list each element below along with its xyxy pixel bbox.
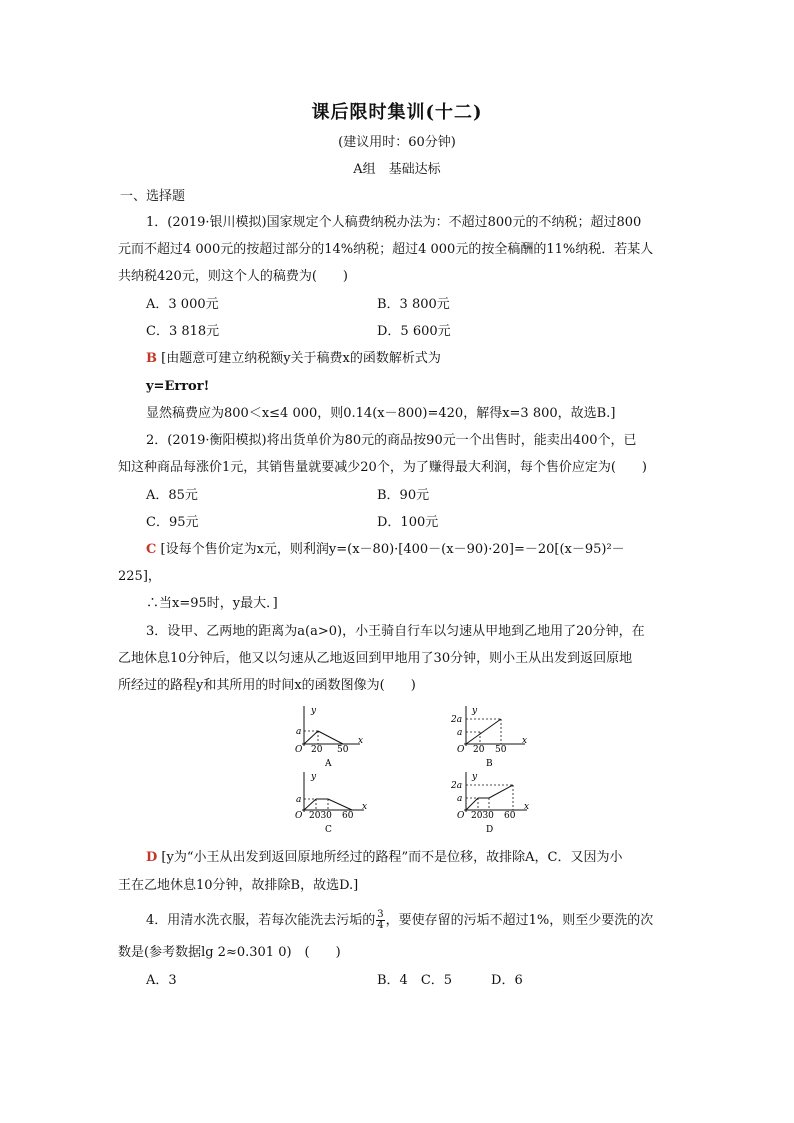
q2-option-c: C．95元 [146,515,199,530]
q4-fraction-numerator: 3 [377,909,384,920]
q3-graph-d-label: D [486,825,494,834]
q3-graph-a-y-tick: a [296,727,302,737]
q3-graph-d-x-tick2: 60 [504,811,516,821]
q3-graph-c-y-tick: a [296,795,302,805]
q3-line3: 所经过的路程y和其所用的时间x的函数图像为( ) [118,678,416,693]
q2-answer-line3: ∴当x=95时，y最大．] [146,596,278,611]
q3-graph-b-label: B [486,759,493,768]
q1-answer-line2: y=Error! [146,379,210,394]
q3-graph-d-y-tick1: 2a [451,781,463,791]
q3-line2: 乙地休息10分钟后，他又以匀速从乙地返回到甲地用了30分钟，则小王从出发到返回原地 [118,651,633,666]
q3-graph-c-x-axis-label: x [362,802,368,812]
q4-options-bcd: B．4 C．5 D．6 [377,973,523,988]
group-heading: A组 基础达标 [353,162,441,177]
q1-option-b: B．3 800元 [377,297,450,312]
q3-graph-d-origin: O [457,811,465,821]
q3-graph-b [449,704,527,768]
page-title: 课后限时集训(十二) [311,102,483,123]
q3-line1: 3．设甲、乙两地的距离为a(a>0)，小王骑自行车以匀速从甲地到乙地用了20分钟，在 [146,624,645,639]
q3-answer-line1 [146,848,622,868]
q3-graph-d [449,770,529,834]
q2-option-d: D．100元 [377,515,439,530]
q3-graph-c-x-tick1: 2030 [309,811,332,821]
q3-answer-text: [y为“小王从出发到返回原地所经过的路程”而不是位移，故排除A，C．又因为小 [161,850,623,865]
q3-graph-a-label: A [325,759,332,768]
q3-graph-b-x-tick2: 50 [495,745,507,755]
q3-graph-a [292,704,364,768]
time-hint: (建议用时：60分钟) [338,135,456,150]
q3-graph-d-x-tick1: 2030 [471,811,494,821]
q2-option-b: B．90元 [377,488,430,503]
q2-answer-line1 [146,540,625,560]
q1-answer-line3: 显然稿费应为800＜x≤4 000，则0.14(x－800)=420，解得x=3 800，故选B.] [146,406,616,421]
q4-option-a: A．3 [146,973,177,988]
q3-graph-b-x-axis-label: x [522,736,527,746]
q4-fraction-denominator: 4 [377,920,384,931]
q1-option-d: D．5 600元 [377,324,451,339]
q1-line2: 元而不超过4 000元的按超过部分的14%纳税；超过4 000元的按全稿酬的11%纳税．若某人 [118,242,654,257]
q3-graph-c-y-axis-label: y [311,772,317,782]
q4-fraction [376,910,384,931]
q3-graph-c-origin: O [295,811,303,821]
q3-graph-c [292,770,368,834]
q4-line1-start: 4．用清水洗衣服，若每次能洗去污垢的 [146,913,376,928]
q1-line1: 1．(2019·银川模拟)国家规定个人稿费纳税办法为：不超过800元的不纳税；超过800 [146,215,642,230]
q4-line1 [146,910,653,931]
q1-answer-line1 [146,349,441,369]
q3-graph-d-y-tick2: a [457,794,463,804]
q3-graph-b-x-tick1: 20 [473,745,485,755]
q2-option-a: A．85元 [146,488,198,503]
section-heading: 一、选择题 [120,189,186,204]
q3-graph-c-label: C [325,825,332,834]
q3-graph-a-origin: O [295,745,303,755]
q3-graph-d-y-axis-label: y [472,772,478,782]
q3-graph-b-y-tick2: a [457,728,463,738]
q1-answer-text: [由题意可建立纳税额y关于稿费x的函数解析式为 [161,351,441,366]
q2-answer-text: [设每个售价定为x元，则利润y=(x－80)·[400－(x－90)·20]=－20[(x－95)²－ [160,542,625,557]
q1-answer-letter: B [146,351,157,366]
q3-answer-letter: D [146,850,158,865]
q4-line2: 数是(参考数据lg 2≈0.301 0) ( ) [118,945,341,960]
q4-line1-end: ，要使存留的污垢不超过1%，则至少要洗的次 [385,913,654,928]
q3-graph-d-x-axis-label: x [524,802,529,812]
q2-answer-line2: 225]， [118,569,161,584]
q2-answer-letter: C [146,542,157,557]
q3-graph-b-y-axis-label: y [472,706,478,716]
q3-graph-b-origin: O [457,745,465,755]
q2-line2: 知这种商品每涨价1元，其销售量就要减少20个，为了赚得最大利润，每个售价应定为( ) [118,460,647,475]
q3-graph-a-x-tick2: 50 [337,745,349,755]
q3-graph-b-y-tick1: 2a [451,715,463,725]
q3-graph-a-x-axis-label: x [358,736,364,746]
q3-graph-c-x-tick2: 60 [342,811,354,821]
q3-answer-line2: 王在乙地休息10分钟，故排除B，故选D.] [118,878,359,893]
q1-option-a: A．3 000元 [146,297,219,312]
q2-line1: 2．(2019·衡阳模拟)将出货单价为80元的商品按90元一个出售时，能卖出400个，已 [146,433,637,448]
q3-graph-a-x-tick1: 20 [311,745,323,755]
q3-graph-a-y-axis-label: y [311,706,317,716]
q1-line3: 共纳税420元，则这个人的稿费为( ) [118,269,348,284]
q1-option-c: C．3 818元 [146,324,220,339]
